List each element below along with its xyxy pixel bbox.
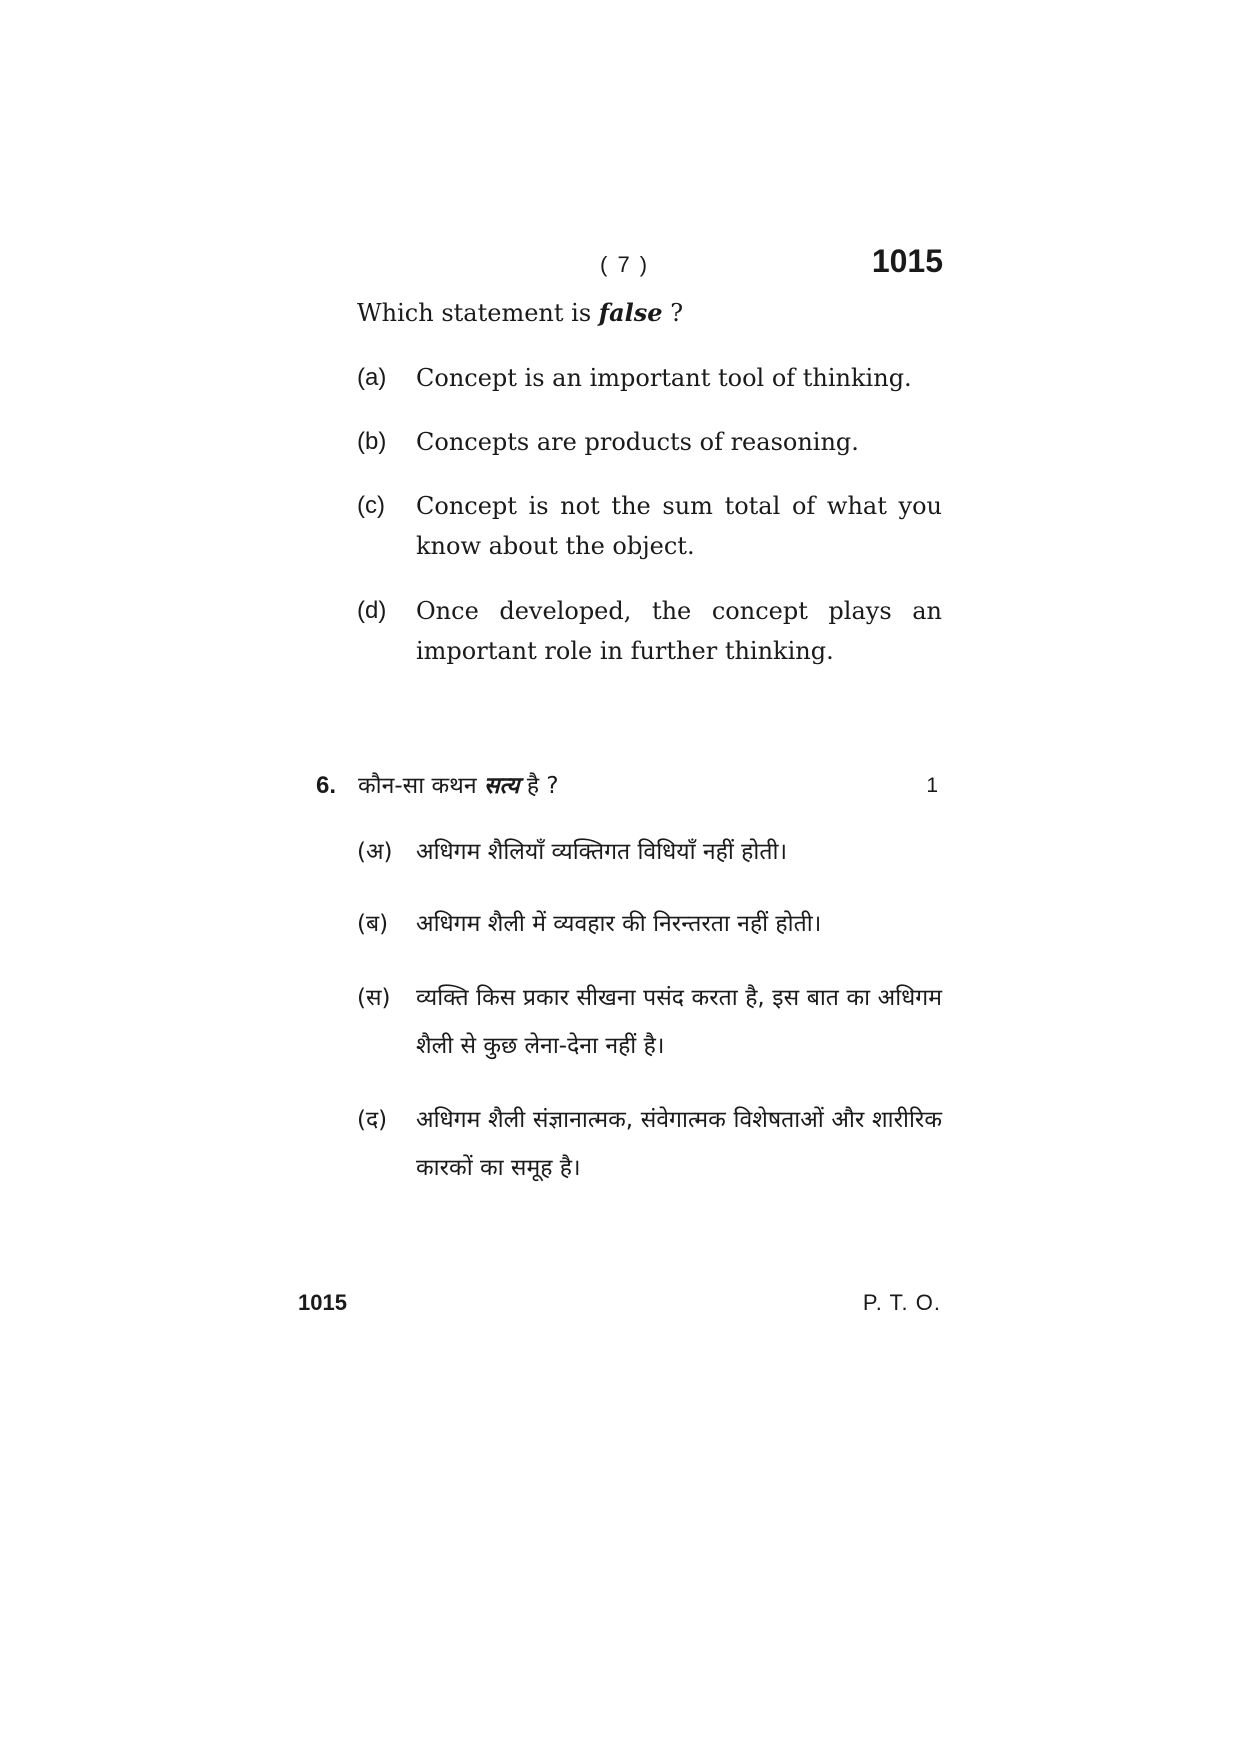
question-5-stem xyxy=(357,298,683,327)
option-text: अधिगम शैली संज्ञानात्मक, संवेगात्मक विशेषताओं और शारीरिक कारकों का समूह है। xyxy=(416,1107,942,1181)
option-text: अधिगम शैली में व्यवहार की निरन्तरता नहीं होती। xyxy=(416,911,822,937)
option-text: Once developed, the concept plays an important role in further thinking. xyxy=(416,597,942,665)
question-6-marks: 1 xyxy=(926,774,938,797)
option-text: Concept is an important tool of thinking. xyxy=(416,364,912,392)
stem-keyword: false xyxy=(598,298,663,327)
option-c xyxy=(357,486,942,566)
option-a-hindi xyxy=(357,828,942,876)
option-label: (ब) xyxy=(357,911,389,937)
option-b-hindi xyxy=(357,900,942,948)
option-label: (द) xyxy=(357,1107,388,1133)
paper-code-header: 1015 xyxy=(871,243,943,279)
option-d xyxy=(357,591,942,671)
option-text: अधिगम शैलियाँ व्यक्तिगत विधियाँ नहीं होती। xyxy=(416,839,788,865)
paper-code-footer: 1015 xyxy=(298,1290,347,1315)
question-6-text xyxy=(358,768,559,800)
q6-text-keyword: सत्य xyxy=(483,773,520,799)
option-text: Concept is not the sum total of what you know about the object. xyxy=(416,492,942,560)
option-label: (d) xyxy=(357,597,387,624)
stem-prefix: Which statement is xyxy=(357,299,592,327)
option-d-hindi xyxy=(357,1096,942,1192)
option-label: (c) xyxy=(357,492,385,519)
page-number: ( 7 ) xyxy=(600,252,650,277)
option-text: Concepts are products of reasoning. xyxy=(416,428,859,456)
option-label: (अ) xyxy=(357,839,393,865)
please-turn-over: P. T. O. xyxy=(862,1290,941,1315)
q6-text-prefix: कौन-सा कथन xyxy=(358,773,477,799)
option-a xyxy=(357,358,942,398)
option-label: (a) xyxy=(357,364,387,391)
question-6-number: 6. xyxy=(316,772,337,799)
option-label: (b) xyxy=(357,428,387,455)
stem-suffix: ? xyxy=(662,299,684,327)
q6-text-suffix: है ? xyxy=(526,773,559,799)
option-text: व्यक्ति किस प्रकार सीखना पसंद करता है, इस बात का अधिगम शैली से कुछ लेना-देना नहीं है। xyxy=(416,985,942,1059)
option-b xyxy=(357,422,942,462)
option-label: (स) xyxy=(357,985,391,1011)
option-c-hindi xyxy=(357,974,942,1070)
